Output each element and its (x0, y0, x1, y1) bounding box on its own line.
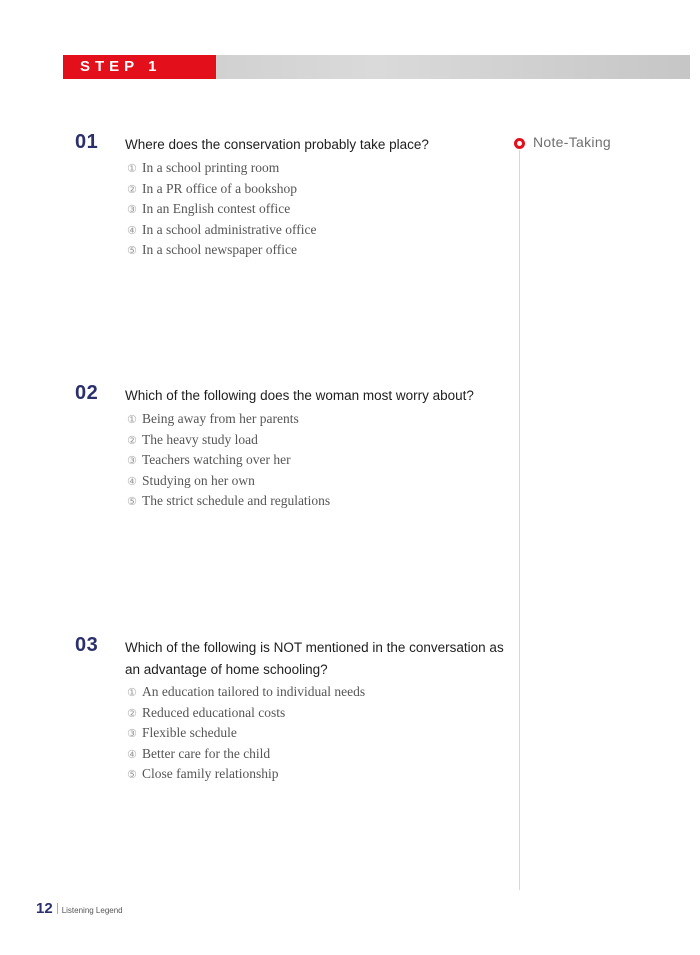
answer-option[interactable] (127, 471, 330, 492)
option-number: ① (127, 162, 137, 175)
question-number: 03 (75, 634, 99, 656)
option-text: The heavy study load (142, 431, 258, 447)
option-text: Studying on her own (142, 472, 255, 488)
answer-option[interactable] (127, 703, 365, 724)
answer-option[interactable] (127, 220, 316, 241)
answer-option[interactable] (127, 199, 316, 220)
option-text: Better care for the child (142, 745, 271, 761)
answer-option[interactable] (127, 158, 316, 179)
option-text: In a school newspaper office (142, 242, 297, 257)
option-number: ② (127, 182, 137, 196)
option-text: An education tailored to individual needs (142, 684, 366, 699)
question-number: 02 (75, 382, 99, 404)
note-taking-divider (519, 150, 520, 890)
option-number: ④ (127, 223, 137, 237)
option-text: Flexible schedule (142, 725, 237, 740)
option-text: Teachers watching over her (142, 452, 291, 467)
option-text: The strict schedule and regulations (142, 493, 331, 508)
page-number: 12 (36, 900, 53, 917)
option-number: ⑤ (127, 495, 137, 508)
option-text: In a school printing room (142, 160, 280, 175)
option-number: ④ (127, 747, 137, 761)
question-text: Where does the conservation probably take place? (125, 137, 429, 152)
option-number: ⑤ (127, 244, 137, 257)
answer-option[interactable] (127, 682, 365, 703)
answer-option[interactable] (127, 491, 330, 512)
question-text: Which of the following does the woman most worry about? (125, 388, 474, 403)
option-text: In a PR office of a bookshop (142, 180, 297, 196)
option-number: ① (127, 686, 137, 699)
option-text: Close family relationship (142, 766, 279, 781)
answer-option[interactable] (127, 409, 330, 430)
question-number: 01 (75, 131, 99, 153)
option-number: ④ (127, 474, 137, 488)
book-title: Listening Legend (61, 906, 123, 915)
option-number: ② (127, 433, 137, 447)
answer-options (127, 409, 330, 512)
option-number: ③ (127, 454, 137, 467)
footer-divider (57, 903, 58, 914)
option-number: ① (127, 413, 137, 426)
answer-option[interactable] (127, 179, 316, 200)
option-number: ③ (127, 727, 137, 740)
bullet-circle-icon (514, 138, 525, 149)
step-label: STEP 1 (63, 55, 216, 79)
note-taking-label: Note-Taking (533, 134, 612, 150)
answer-option[interactable] (127, 450, 330, 471)
answer-option[interactable] (127, 723, 365, 744)
option-number: ⑤ (127, 768, 137, 781)
question-text: Which of the following is NOT mentioned in the conversation as an advantage of home schooling? (125, 640, 504, 677)
answer-option[interactable] (127, 240, 316, 261)
option-text: Being away from her parents (142, 411, 299, 426)
option-text: In a school administrative office (142, 221, 317, 237)
answer-option[interactable] (127, 744, 365, 765)
answer-options (127, 158, 316, 261)
answer-option[interactable] (127, 764, 365, 785)
option-number: ③ (127, 203, 137, 216)
option-number: ② (127, 706, 137, 720)
answer-options (127, 682, 365, 785)
option-text: Reduced educational costs (142, 704, 286, 720)
option-text: In an English contest office (142, 201, 291, 216)
page-footer (36, 900, 123, 918)
answer-option[interactable] (127, 430, 330, 451)
